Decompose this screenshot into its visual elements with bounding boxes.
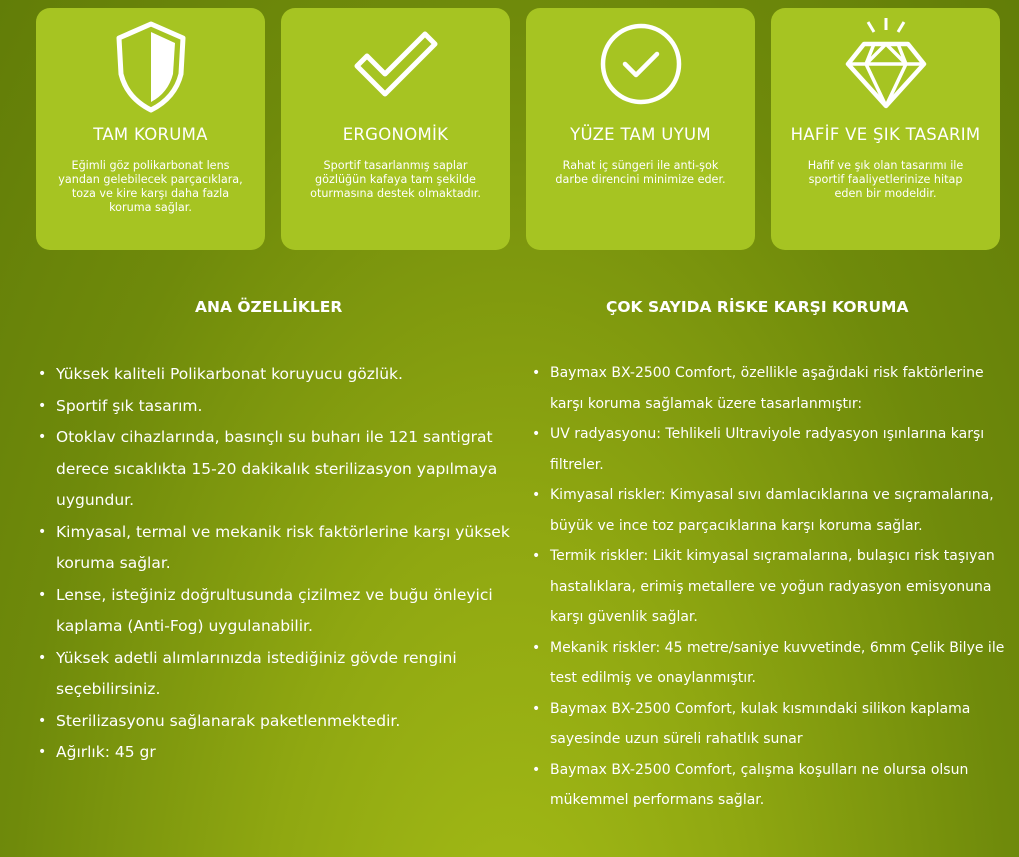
list-item: • Sterilizasyonu sağlanarak paketlenmektedir.	[36, 706, 526, 738]
feature-description: Rahat iç süngeri ile anti-şok darbe direncini minimize eder.	[555, 159, 726, 186]
feature-title: ERGONOMİK	[342, 125, 449, 144]
list-item: • Yüksek kaliteli Polikarbonat koruyucu gözlük.	[36, 359, 526, 391]
feature-card-ergonomic	[281, 8, 510, 250]
diamond-icon	[844, 14, 928, 110]
list-item: • Otoklav cihazlarında, basınçlı su buharı ile 121 santigrat derece sıcaklıkta 15-20 dakikalık sterilizasyon yapılmaya uygundur.	[36, 422, 526, 517]
list-item: • Sportif şık tasarım.	[36, 391, 526, 423]
feature-title: HAFİF VE ŞIK TASARIM	[790, 125, 981, 144]
main-features-list	[36, 359, 526, 769]
feature-description: Sportif tasarlanmış saplar gözlüğün kafaya tam şekilde oturmasına destek olmaktadır.	[310, 159, 481, 200]
check-circle-icon	[599, 22, 683, 106]
list-item: • Mekanik riskler: 45 metre/saniye kuvvetinde, 6mm Çelik Bilye ile test edilmiş ve onaylanmıştır.	[530, 633, 1012, 694]
feature-card-protection	[36, 8, 265, 250]
list-item: • Baymax BX-2500 Comfort, çalışma koşulları ne olursa olsun mükemmel performans sağlar.	[530, 755, 1012, 816]
list-item: • UV radyasyonu: Tehlikeli Ultraviyole radyasyon ışınlarına karşı filtreler.	[530, 419, 1012, 480]
feature-description: Hafif ve şık olan tasarımı ile sportif faaliyetlerinize hitap eden bir modeldir.	[807, 159, 964, 200]
feature-card-light-stylish	[771, 8, 1000, 250]
feature-card-face-fit	[526, 8, 755, 250]
list-item: • Ağırlık: 45 gr	[36, 737, 526, 769]
risk-protection-title: ÇOK SAYIDA RİSKE KARŞI KORUMA	[606, 298, 909, 316]
feature-title: TAM KORUMA	[93, 125, 208, 144]
list-item: • Termik riskler: Likit kimyasal sıçramalarına, bulaşıcı risk taşıyan hastalıklara, erimiş metallere ve yoğun radyasyon emisyonuna karşı güvenlik sağlar.	[530, 541, 1012, 633]
list-item: • Baymax BX-2500 Comfort, kulak kısmındaki silikon kaplama sayesinde uzun süreli rahatlık sunar	[530, 694, 1012, 755]
shield-icon	[111, 18, 191, 114]
checkmark-icon	[353, 30, 439, 100]
feature-cards	[36, 8, 1019, 250]
feature-description: Eğimli göz polikarbonat lens yandan gelebilecek parçacıklara, toza ve kire karşı daha fazla koruma sağlar.	[58, 159, 243, 214]
list-item: • Lense, isteğiniz doğrultusunda çizilmez ve buğu önleyici kaplama (Anti-Fog) uygulanabilir.	[36, 580, 526, 643]
risk-protection-list	[530, 358, 1012, 816]
feature-title: YÜZE TAM UYUM	[570, 125, 711, 144]
main-features-title: ANA ÖZELLİKLER	[195, 298, 343, 316]
list-item: • Baymax BX-2500 Comfort, özellikle aşağıdaki risk faktörlerine karşı koruma sağlamak üzere tasarlanmıştır:	[530, 358, 1012, 419]
list-item: • Kimyasal riskler: Kimyasal sıvı damlacıklarına ve sıçramalarına, büyük ve ince toz parçacıklarına karşı koruma sağlar.	[530, 480, 1012, 541]
list-item: • Kimyasal, termal ve mekanik risk faktörlerine karşı yüksek koruma sağlar.	[36, 517, 526, 580]
list-item: • Yüksek adetli alımlarınızda istediğiniz gövde rengini seçebilirsiniz.	[36, 643, 526, 706]
